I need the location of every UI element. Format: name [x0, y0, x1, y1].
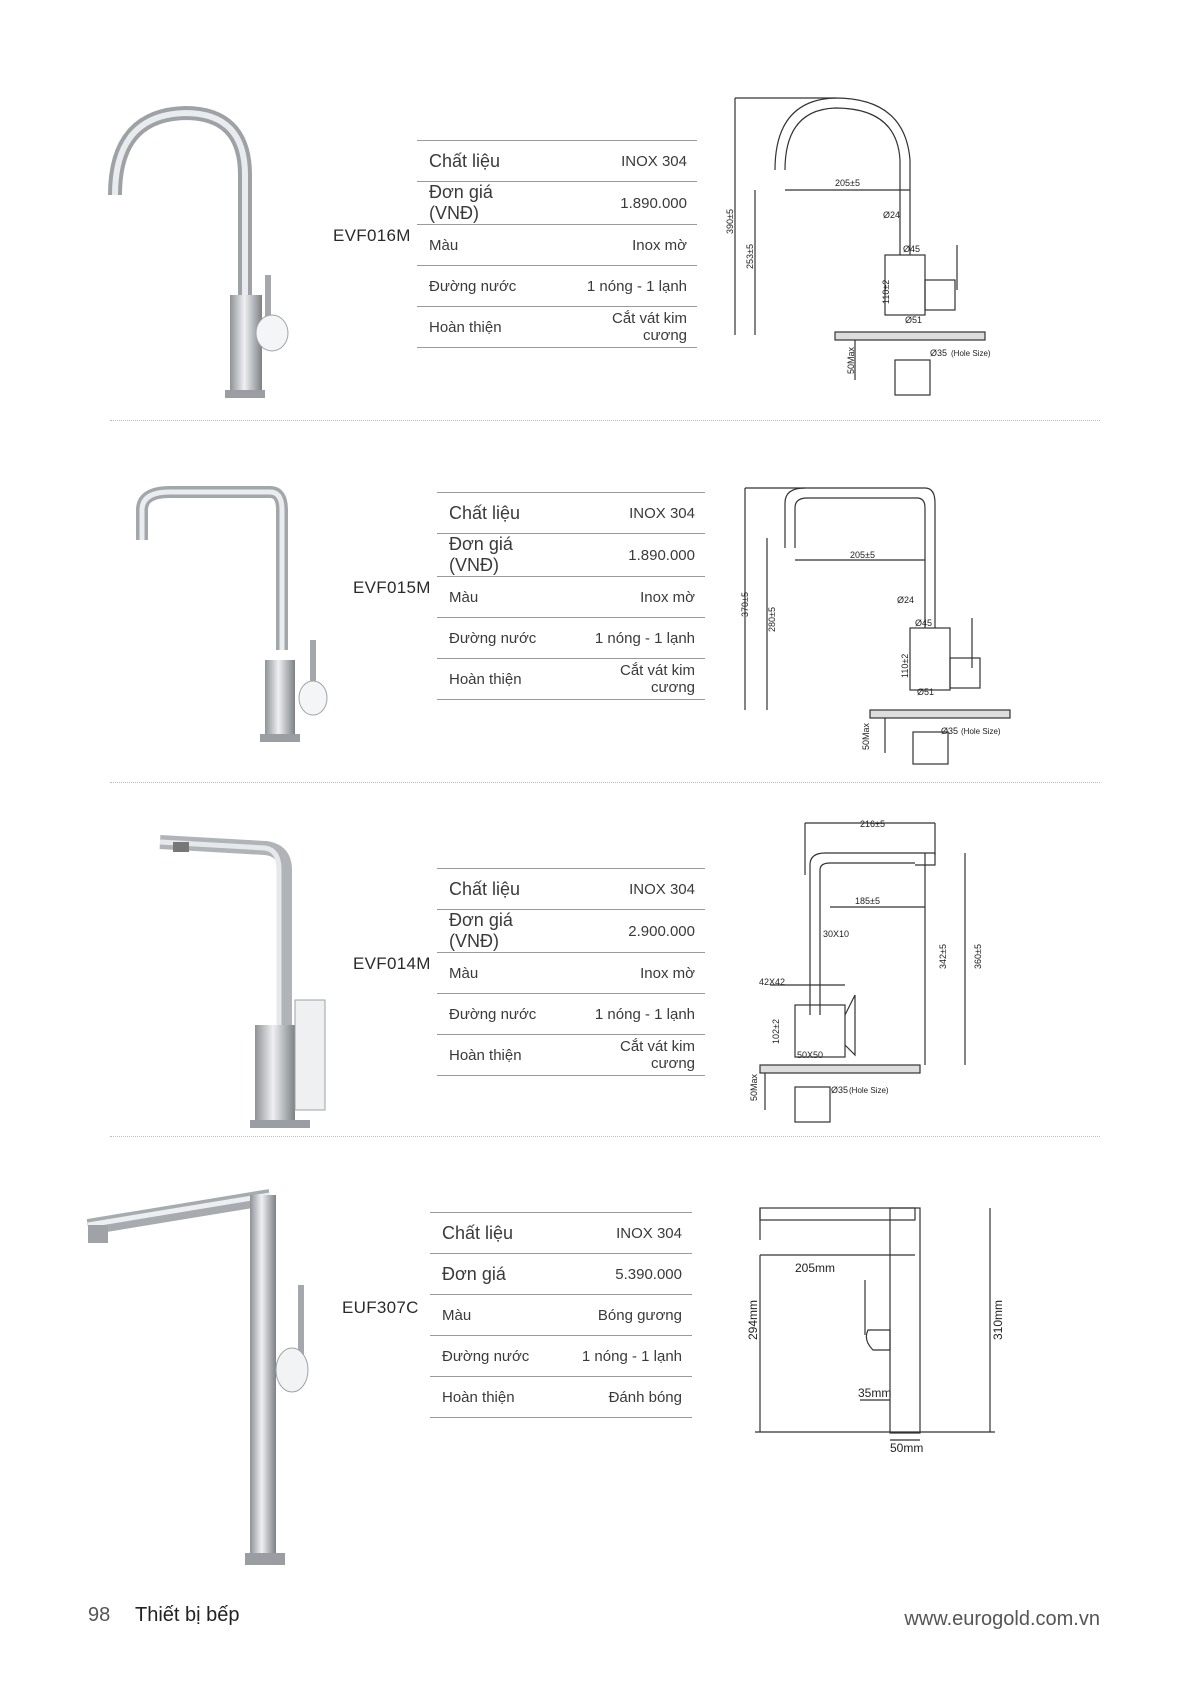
dim-total-height: 370±5 [740, 592, 750, 617]
spec-value: 1 nóng - 1 lạnh [554, 266, 697, 307]
spec-value: Cắt vát kim cương [554, 307, 697, 348]
spec-value: INOX 304 [554, 1213, 692, 1254]
spec-label: Màu [417, 225, 554, 266]
spec-value: Đánh bóng [554, 1377, 692, 1418]
dim-hole: Ø35 [941, 726, 959, 736]
dim-body-height: 280±5 [767, 607, 777, 632]
website-link[interactable]: www.eurogold.com.vn [904, 1608, 1100, 1630]
spec-value: 1 nóng - 1 lạnh [568, 618, 705, 659]
technical-drawing-evf015m [735, 478, 1025, 768]
spec-value: Inox mờ [554, 225, 697, 266]
spec-label: Chất liệu [437, 493, 568, 534]
spec-label: Hoàn thiện [430, 1377, 554, 1418]
spec-label: Chất liệu [417, 141, 554, 182]
dim-d3: Ø51 [905, 315, 923, 325]
dim-base-height: 110±2 [900, 653, 910, 678]
spec-value: Bóng gương [554, 1295, 692, 1336]
spec-label: Đường nước [430, 1336, 554, 1377]
spec-label: Màu [430, 1295, 554, 1336]
spec-label: Đơn giá (VNĐ) [437, 910, 568, 953]
dim-max: 50Max [749, 1073, 759, 1101]
spec-value: INOX 304 [568, 493, 705, 534]
spec-label: Chất liệu [437, 869, 568, 910]
product-code: EVF015M [353, 578, 431, 597]
technical-drawing-evf016m [725, 90, 1025, 400]
spec-label: Hoàn thiện [437, 1035, 568, 1076]
product-code: EUF307C [342, 1298, 419, 1317]
spec-label: Chất liệu [430, 1213, 554, 1254]
product-code: EVF014M [353, 954, 431, 973]
dim-h1: 342±5 [938, 944, 948, 969]
dim-base-height: 110±2 [881, 279, 891, 304]
dim-body-height: 253±5 [745, 244, 755, 269]
spec-label: Đường nước [437, 994, 568, 1035]
dim-hole-note: (Hole Size) [951, 349, 991, 358]
dim-total-height: 390±5 [725, 209, 735, 234]
spec-label: Hoàn thiện [437, 659, 568, 700]
spec-label: Màu [437, 953, 568, 994]
separator [110, 1136, 1100, 1137]
faucet-photo-evf015m [130, 480, 330, 745]
dim-d3: Ø51 [917, 687, 935, 697]
dim-d2: Ø45 [915, 618, 933, 628]
dim-spout: 205±5 [850, 550, 875, 560]
spec-value: INOX 304 [554, 141, 697, 182]
dim-max: 50Max [846, 346, 856, 374]
product-code: EVF016M [333, 226, 411, 245]
dim-spout: 205±5 [835, 178, 860, 188]
dim-spout: 205mm [795, 1261, 836, 1275]
spec-value: Inox mờ [568, 577, 705, 618]
dim-body: 42X42 [759, 977, 786, 987]
dim-hole: Ø35 [831, 1085, 849, 1095]
spec-label: Đơn giá [430, 1254, 554, 1295]
spec-value: 2.900.000 [568, 910, 705, 953]
spec-table [437, 868, 705, 1076]
faucet-photo-evf014m [155, 830, 355, 1130]
spec-value: INOX 304 [568, 869, 705, 910]
dim-h2: 310mm [991, 1299, 1005, 1340]
spec-label: Hoàn thiện [417, 307, 554, 348]
dim-d1: 35mm [858, 1386, 892, 1400]
faucet-photo-euf307c [80, 1185, 320, 1575]
technical-drawing-euf307c [740, 1200, 1010, 1455]
dim-hole: Ø35 [930, 348, 948, 358]
spec-table [437, 492, 705, 700]
dim-d1: Ø24 [883, 210, 901, 220]
spec-label: Đường nước [417, 266, 554, 307]
spec-table [430, 1212, 692, 1418]
dim-top: 216±5 [860, 819, 885, 829]
spec-value: Cắt vát kim cương [568, 659, 705, 700]
spec-value: Inox mờ [568, 953, 705, 994]
spec-label: Màu [437, 577, 568, 618]
technical-drawing-evf014m [735, 815, 1025, 1130]
spec-label: Đơn giá (VNĐ) [417, 182, 554, 225]
dim-h2: 360±5 [973, 944, 983, 969]
dim-pipe: 30X10 [823, 929, 850, 939]
dim-max: 50Max [861, 722, 871, 750]
spec-value: Cắt vát kim cương [568, 1035, 705, 1076]
dim-base: 50X50 [797, 1050, 824, 1060]
spec-value: 1.890.000 [554, 182, 697, 225]
dim-d2: Ø45 [903, 244, 921, 254]
dim-base-height: 102±2 [771, 1019, 781, 1044]
spec-value: 1 nóng - 1 lạnh [568, 994, 705, 1035]
dim-d1: Ø24 [897, 595, 915, 605]
spec-table [417, 140, 697, 348]
spec-value: 5.390.000 [554, 1254, 692, 1295]
spec-value: 1 nóng - 1 lạnh [554, 1336, 692, 1377]
faucet-photo-evf016m [105, 105, 315, 405]
dim-hole-note: (Hole Size) [961, 727, 1001, 736]
separator [110, 420, 1100, 421]
spec-value: 1.890.000 [568, 534, 705, 577]
dim-hole-note: (Hole Size) [849, 1086, 889, 1095]
separator [110, 782, 1100, 783]
spec-label: Đơn giá (VNĐ) [437, 534, 568, 577]
dim-d2: 50mm [890, 1441, 924, 1455]
dim-h1: 294mm [746, 1299, 760, 1340]
section-title: Thiết bị bếp [135, 1604, 240, 1626]
dim-spout: 185±5 [855, 896, 880, 906]
page-number: 98 [88, 1604, 111, 1626]
spec-label: Đường nước [437, 618, 568, 659]
